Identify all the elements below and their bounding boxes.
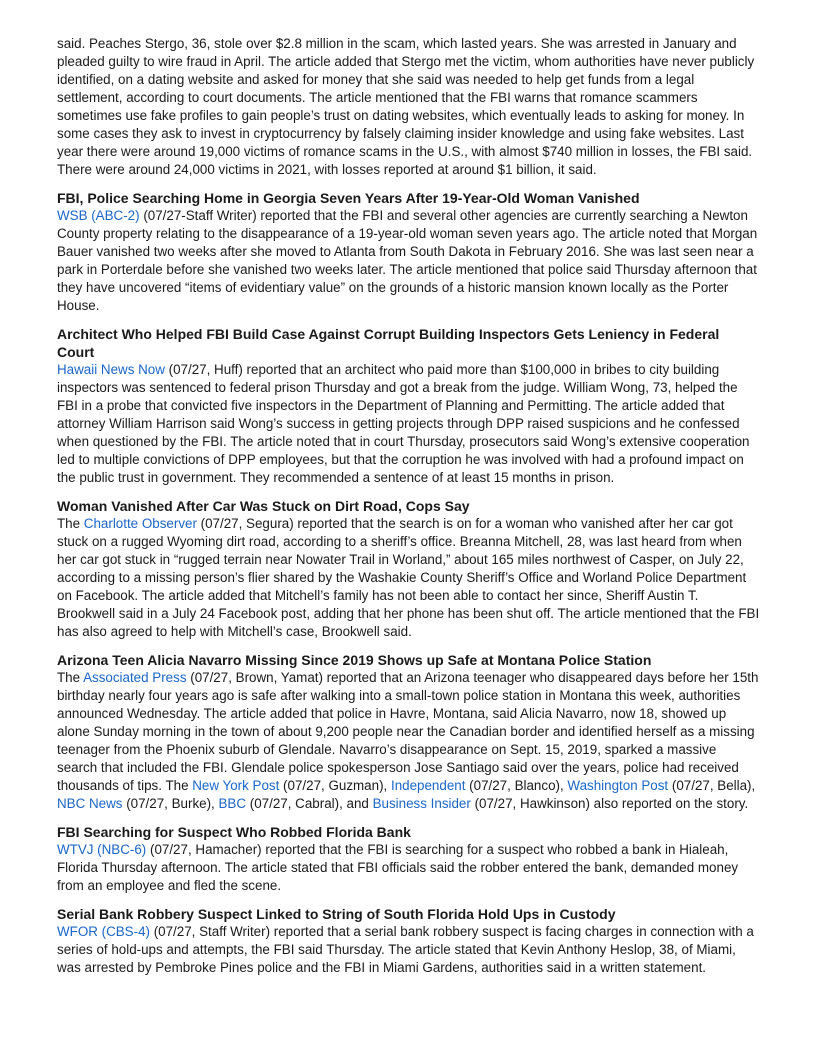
source-link[interactable]: NBC News — [57, 796, 123, 811]
article-headline: Serial Bank Robbery Suspect Linked to String of South Florida Hold Ups in Custody — [57, 906, 616, 922]
source-link[interactable]: WFOR (CBS-4) — [57, 924, 150, 939]
source-link[interactable]: WSB (ABC-2) — [57, 208, 140, 223]
article-body: The Charlotte Observer (07/27, Segura) reported that the search is on for a woman who vanished after her car got stuck on a rugged Wyoming dirt road, according to a sheriff’s office. Breanna Mitchell, 28, was last heard from when her car got stuck in “rugged terrain near Nowater Trail in Worland,” about 165 miles northwest of Casper, on July 22, according to a missing person’s flier shared by the Washakie County Sheriff’s Office and Worland Police Department on Facebook. The article added that Mitchell’s family has not been able to contact her since, Sheriff Austin T. Brookwell said in a July 24 Facebook post, adding that her phone has been shut off. The article mentioned that the FBI has also agreed to help with Mitchell’s case, Brookwell said. — [57, 516, 760, 639]
article-architect — [57, 325, 760, 487]
article-georgia — [57, 189, 760, 315]
article-headline: FBI Searching for Suspect Who Robbed Florida Bank — [57, 824, 411, 840]
source-link[interactable]: BBC — [218, 796, 247, 811]
article-body: WSB (ABC-2) (07/27-Staff Writer) reported that the FBI and several other agencies are currently searching a Newton County property relating to the disappearance of a 19-year-old woman seven years ago. The article noted that Morgan Bauer vanished two weeks after she moved to Atlanta from South Dakota in February 2016. She was last seen near a park in Porterdale before she vanished two weeks later. The article mentioned that police said Thursday afternoon that they have uncovered “items of evidentiary value” on the grounds of a historic mansion known locally as the Porter House. — [57, 208, 758, 313]
source-link[interactable]: Business Insider — [372, 796, 471, 811]
article-navarro — [57, 651, 760, 813]
article-florida-bank — [57, 823, 760, 895]
source-link[interactable]: Washington Post — [567, 778, 669, 793]
article-body: Hawaii News Now (07/27, Huff) reported that an architect who paid more than $100,000 in bribes to city building inspectors was sentenced to federal prison Thursday and got a break from the judge. William Wong, 73, helped the FBI in a probe that convicted five inspectors in the Department of Planning and Permitting. The article added that attorney William Harrison said Wong’s success in getting projects through DPP raised suspicions and he confessed when questioned by the FBI. The article noted that in court Thursday, prosecutors said Wong’s extensive cooperation led to multiple convictions of DPP employees, but that the corruption he was involved with had a profound impact on the public trust in government. They recommended a sentence of at least 15 months in prison. — [57, 362, 750, 485]
article-body: The Associated Press (07/27, Brown, Yamat) reported that an Arizona teenager who disappeared days before her 15th birthday nearly four years ago is safe after walking into a small-town police station in Montana this week, authorities announced Wednesday. The article added that police in Havre, Montana, said Alicia Navarro, now 18, showed up alone Sunday morning in the town of about 9,200 people near the Canadian border and identified herself as a missing teenager from the Phoenix suburb of Glendale. Navarro’s disappearance on Sept. 15, 2019, sparked a massive search that included the FBI. Glendale police spokesperson Jose Santiago said over the years, police had received thousands of tips. The New York Post (07/27, Guzman), Independent (07/27, Blanco), Washington Post (07/27, Bella), NBC News (07/27, Burke), BBC (07/27, Cabral), and Business Insider (07/27, Hawkinson) also reported on the story. — [57, 670, 759, 811]
article-body: WTVJ (NBC-6) (07/27, Hamacher) reported that the FBI is searching for a suspect who robbed a bank in Hialeah, Florida Thursday afternoon. The article stated that FBI officials said the robber entered the bank, demanded money from an employee and fled the scene. — [57, 842, 739, 893]
article-headline: Arizona Teen Alicia Navarro Missing Since 2019 Shows up Safe at Montana Police Station — [57, 652, 652, 668]
article-headline: FBI, Police Searching Home in Georgia Seven Years After 19-Year-Old Woman Vanished — [57, 190, 640, 206]
source-link[interactable]: Independent — [390, 778, 466, 793]
article-body: WFOR (CBS-4) (07/27, Staff Writer) reported that a serial bank robbery suspect is facing charges in connection with a series of hold-ups and attempts, the FBI said Thursday. The article stated that Kevin Anthony Heslop, 38, of Miami, was arrested by Pembroke Pines police and the FBI in Miami Gardens, authorities said in a written statement. — [57, 924, 754, 975]
article-headline: Woman Vanished After Car Was Stuck on Dirt Road, Cops Say — [57, 498, 470, 514]
source-link[interactable]: WTVJ (NBC-6) — [57, 842, 147, 857]
intro-paragraph: said. Peaches Stergo, 36, stole over $2.8 million in the scam, which lasted years. She was arrested in January and pleaded guilty to wire fraud in April. The article added that Stergo met the victim, whom authorities have never publicly identified, on a dating website and asked for money that she said was needed to help get funds from a legal settlement, according to court documents. The article mentioned that the FBI warns that romance scammers sometimes use fake profiles to gain people’s trust on dating websites, which eventually leads to asking for money. In some cases they ask to invest in cryptocurrency by falsely claiming insider knowledge and using fake websites. Last year there were around 19,000 victims of romance scams in the U.S., with almost $740 million in losses, the FBI said. There were around 24,000 victims in 2021, with losses reported at around $1 billion, it said. — [57, 36, 755, 177]
article-serial-robbery — [57, 905, 760, 977]
source-link[interactable]: Charlotte Observer — [83, 516, 197, 531]
source-link[interactable]: Hawaii News Now — [57, 362, 165, 377]
article-wyoming — [57, 497, 760, 641]
source-link[interactable]: New York Post — [192, 778, 280, 793]
article-headline: Architect Who Helped FBI Build Case Against Corrupt Building Inspectors Gets Leniency in Federal Court — [57, 326, 720, 360]
source-link[interactable]: Associated Press — [83, 670, 187, 685]
